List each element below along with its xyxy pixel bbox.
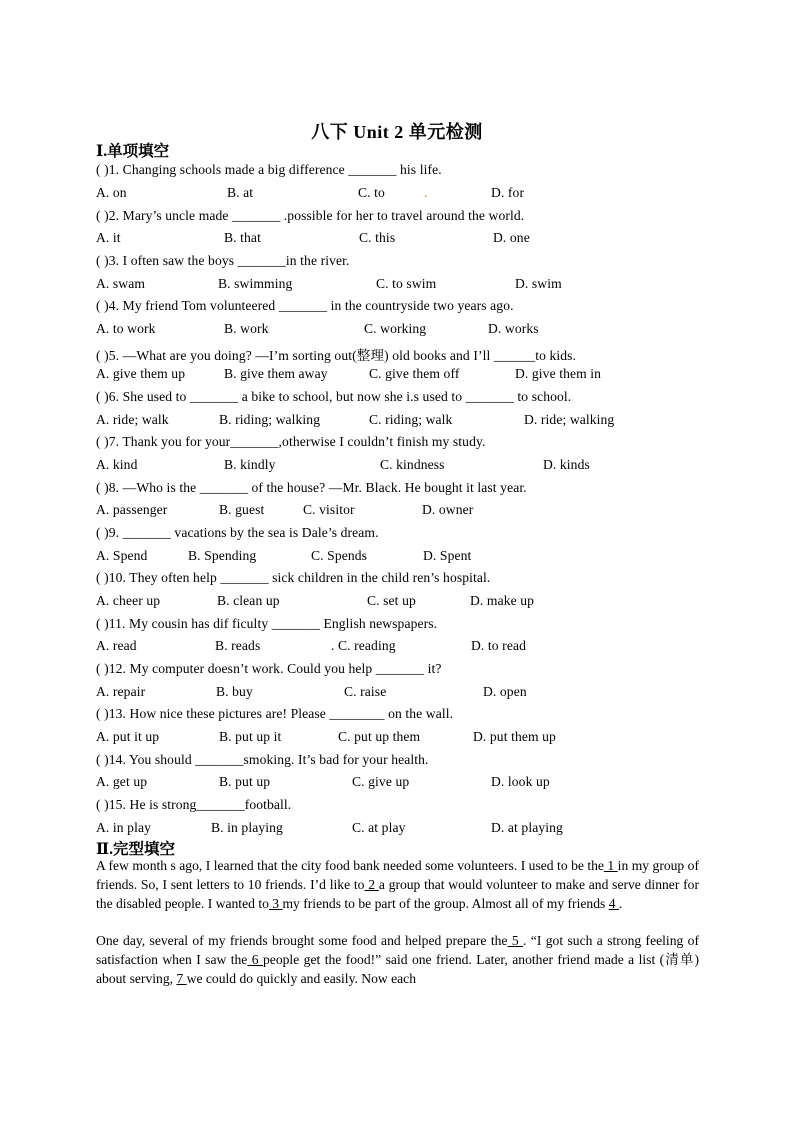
question-14-stem: ( )14. You should _______smoking. It’s bad for your health.: [96, 752, 429, 767]
option-b: B. kindly: [224, 457, 276, 472]
option-b: B. clean up: [217, 593, 280, 608]
option-c: C. give up: [352, 774, 410, 789]
option-c: C. riding; walk: [369, 412, 453, 427]
option-a: A. passenger: [96, 502, 168, 517]
option-a: A. read: [96, 638, 137, 653]
option-a: A. on: [96, 185, 127, 200]
blank-1: 1: [603, 858, 618, 873]
question-1-stem: ( )1. Changing schools made a big difference _______ his life.: [96, 162, 442, 177]
option-d: D. works: [488, 321, 539, 336]
passage-text: people get the food!” said one friend. Later, another friend made a list (清单) about serving,: [96, 951, 699, 986]
option-a: A. ride; walk: [96, 412, 169, 427]
blank-2: 2: [364, 876, 379, 892]
question-3-stem: ( )3. I often saw the boys _______in the river.: [96, 253, 350, 268]
option-c: C. set up: [367, 593, 416, 608]
option-a: A. to work: [96, 321, 156, 336]
option-b: B. work: [224, 321, 269, 336]
question-2-stem: ( )2. Mary’s uncle made _______ .possible for her to travel around the world.: [96, 208, 525, 223]
option-b: B. swimming: [218, 276, 293, 291]
question-5-stem: ( )5. —What are you doing? —I’m sorting out(整理) old books and I’ll ______to kids.: [96, 348, 577, 363]
stray-mark: .: [424, 185, 428, 200]
option-c: C. this: [359, 230, 396, 245]
section-1-heading: Ⅰ.单项填空: [96, 143, 170, 160]
option-d: D. Spent: [423, 548, 472, 563]
option-c: C. kindness: [380, 457, 445, 472]
option-a: A. Spend: [96, 548, 148, 563]
option-c: C. visitor: [303, 502, 355, 517]
option-a: A. swam: [96, 276, 146, 291]
question-4-stem: ( )4. My friend Tom volunteered _______ in the countryside two years ago.: [96, 298, 514, 313]
option-a: A. repair: [96, 684, 146, 699]
option-a: A. kind: [96, 457, 138, 472]
option-c: . C. reading: [331, 638, 396, 653]
passage-text: a group that would volunteer to make and serve dinner for the disabled people. I wanted to: [96, 876, 699, 911]
option-d: D. kinds: [543, 457, 590, 472]
passage-text: we could do quickly and easily. Now each: [186, 970, 417, 986]
blank-4: 4: [608, 895, 619, 911]
question-9-stem: ( )9. _______ vacations by the sea is Dale’s dream.: [96, 525, 379, 540]
option-a: A. put it up: [96, 729, 160, 744]
option-a: A. in play: [96, 820, 151, 835]
option-b: B. buy: [216, 684, 253, 699]
option-d: D. one: [493, 230, 530, 245]
option-a: A. give them up: [96, 366, 186, 381]
option-d: D. swim: [515, 276, 562, 291]
section-2-heading: Ⅱ.完型填空: [96, 841, 175, 858]
option-c: C. raise: [344, 684, 387, 699]
question-12-stem: ( )12. My computer doesn’t work. Could you help _______ it?: [96, 661, 442, 676]
option-c: C. to swim: [376, 276, 437, 291]
question-10-stem: ( )10. They often help _______ sick children in the child ren’s hospital.: [96, 570, 491, 585]
option-b: B. Spending: [188, 548, 257, 563]
passage-text: A few month s ago, I learned that the city food bank needed some volunteers. I used to be the: [96, 858, 604, 873]
option-c: C. give them off: [369, 366, 460, 381]
option-c: C. Spends: [311, 548, 368, 563]
question-8-stem: ( )8. —Who is the _______ of the house? —Mr. Black. He bought it last year.: [96, 480, 527, 495]
option-b: B. in playing: [211, 820, 283, 835]
option-d: D. open: [483, 684, 527, 699]
option-d: D. at playing: [491, 820, 563, 835]
blank-6: 6: [247, 951, 263, 967]
option-b: B. put up: [219, 774, 271, 789]
option-b: B. that: [224, 230, 261, 245]
option-b: B. at: [227, 185, 254, 200]
option-a: A. get up: [96, 774, 148, 789]
question-6-stem: ( )6. She used to _______ a bike to school, but now she i.s used to _______ to school.: [96, 389, 572, 404]
question-7-stem: ( )7. Thank you for your_______,otherwise I couldn’t finish my study.: [96, 434, 486, 449]
question-11-stem: ( )11. My cousin has dif ficulty _______ English newspapers.: [96, 616, 438, 631]
blank-3: 3: [268, 895, 283, 911]
cloze-paragraph-1: [96, 857, 699, 913]
option-c: C. put up them: [338, 729, 421, 744]
blank-7: 7: [176, 970, 187, 986]
option-c: C. working: [364, 321, 427, 336]
option-d: D. for: [491, 185, 525, 200]
option-c: C. at play: [352, 820, 406, 835]
option-d: D. look up: [491, 774, 550, 789]
option-c: C. to: [358, 185, 385, 200]
passage-text: in my group of friends. So, I sent letters to 10 friends. I’d like to: [96, 858, 700, 892]
option-d: D. make up: [470, 593, 535, 608]
passage-text: .: [618, 895, 623, 911]
passage-text: . “I got such a strong feeling of satisfaction when I saw the: [96, 933, 700, 967]
option-b: B. reads: [215, 638, 261, 653]
option-d: D. ride; walking: [524, 412, 615, 427]
passage-text: One day, several of my friends brought some food and helped prepare the: [96, 933, 508, 948]
option-d: D. owner: [422, 502, 474, 517]
option-b: B. guest: [219, 502, 265, 517]
passage-text: my friends to be part of the group. Almost all of my friends: [282, 895, 609, 911]
option-b: B. riding; walking: [219, 412, 321, 427]
cloze-paragraph-2: [96, 932, 699, 988]
option-d: D. give them in: [515, 366, 602, 381]
option-a: A. cheer up: [96, 593, 161, 608]
question-13-stem: ( )13. How nice these pictures are! Please ________ on the wall.: [96, 706, 454, 721]
blank-5: 5: [507, 933, 523, 948]
option-b: B. give them away: [224, 366, 328, 381]
option-d: D. put them up: [473, 729, 556, 744]
option-d: D. to read: [471, 638, 526, 653]
page-title: 八下 Unit 2 单元检测: [311, 122, 483, 142]
question-15-stem: ( )15. He is strong_______football.: [96, 797, 292, 812]
option-b: B. put up it: [219, 729, 282, 744]
option-a: A. it: [96, 230, 121, 245]
